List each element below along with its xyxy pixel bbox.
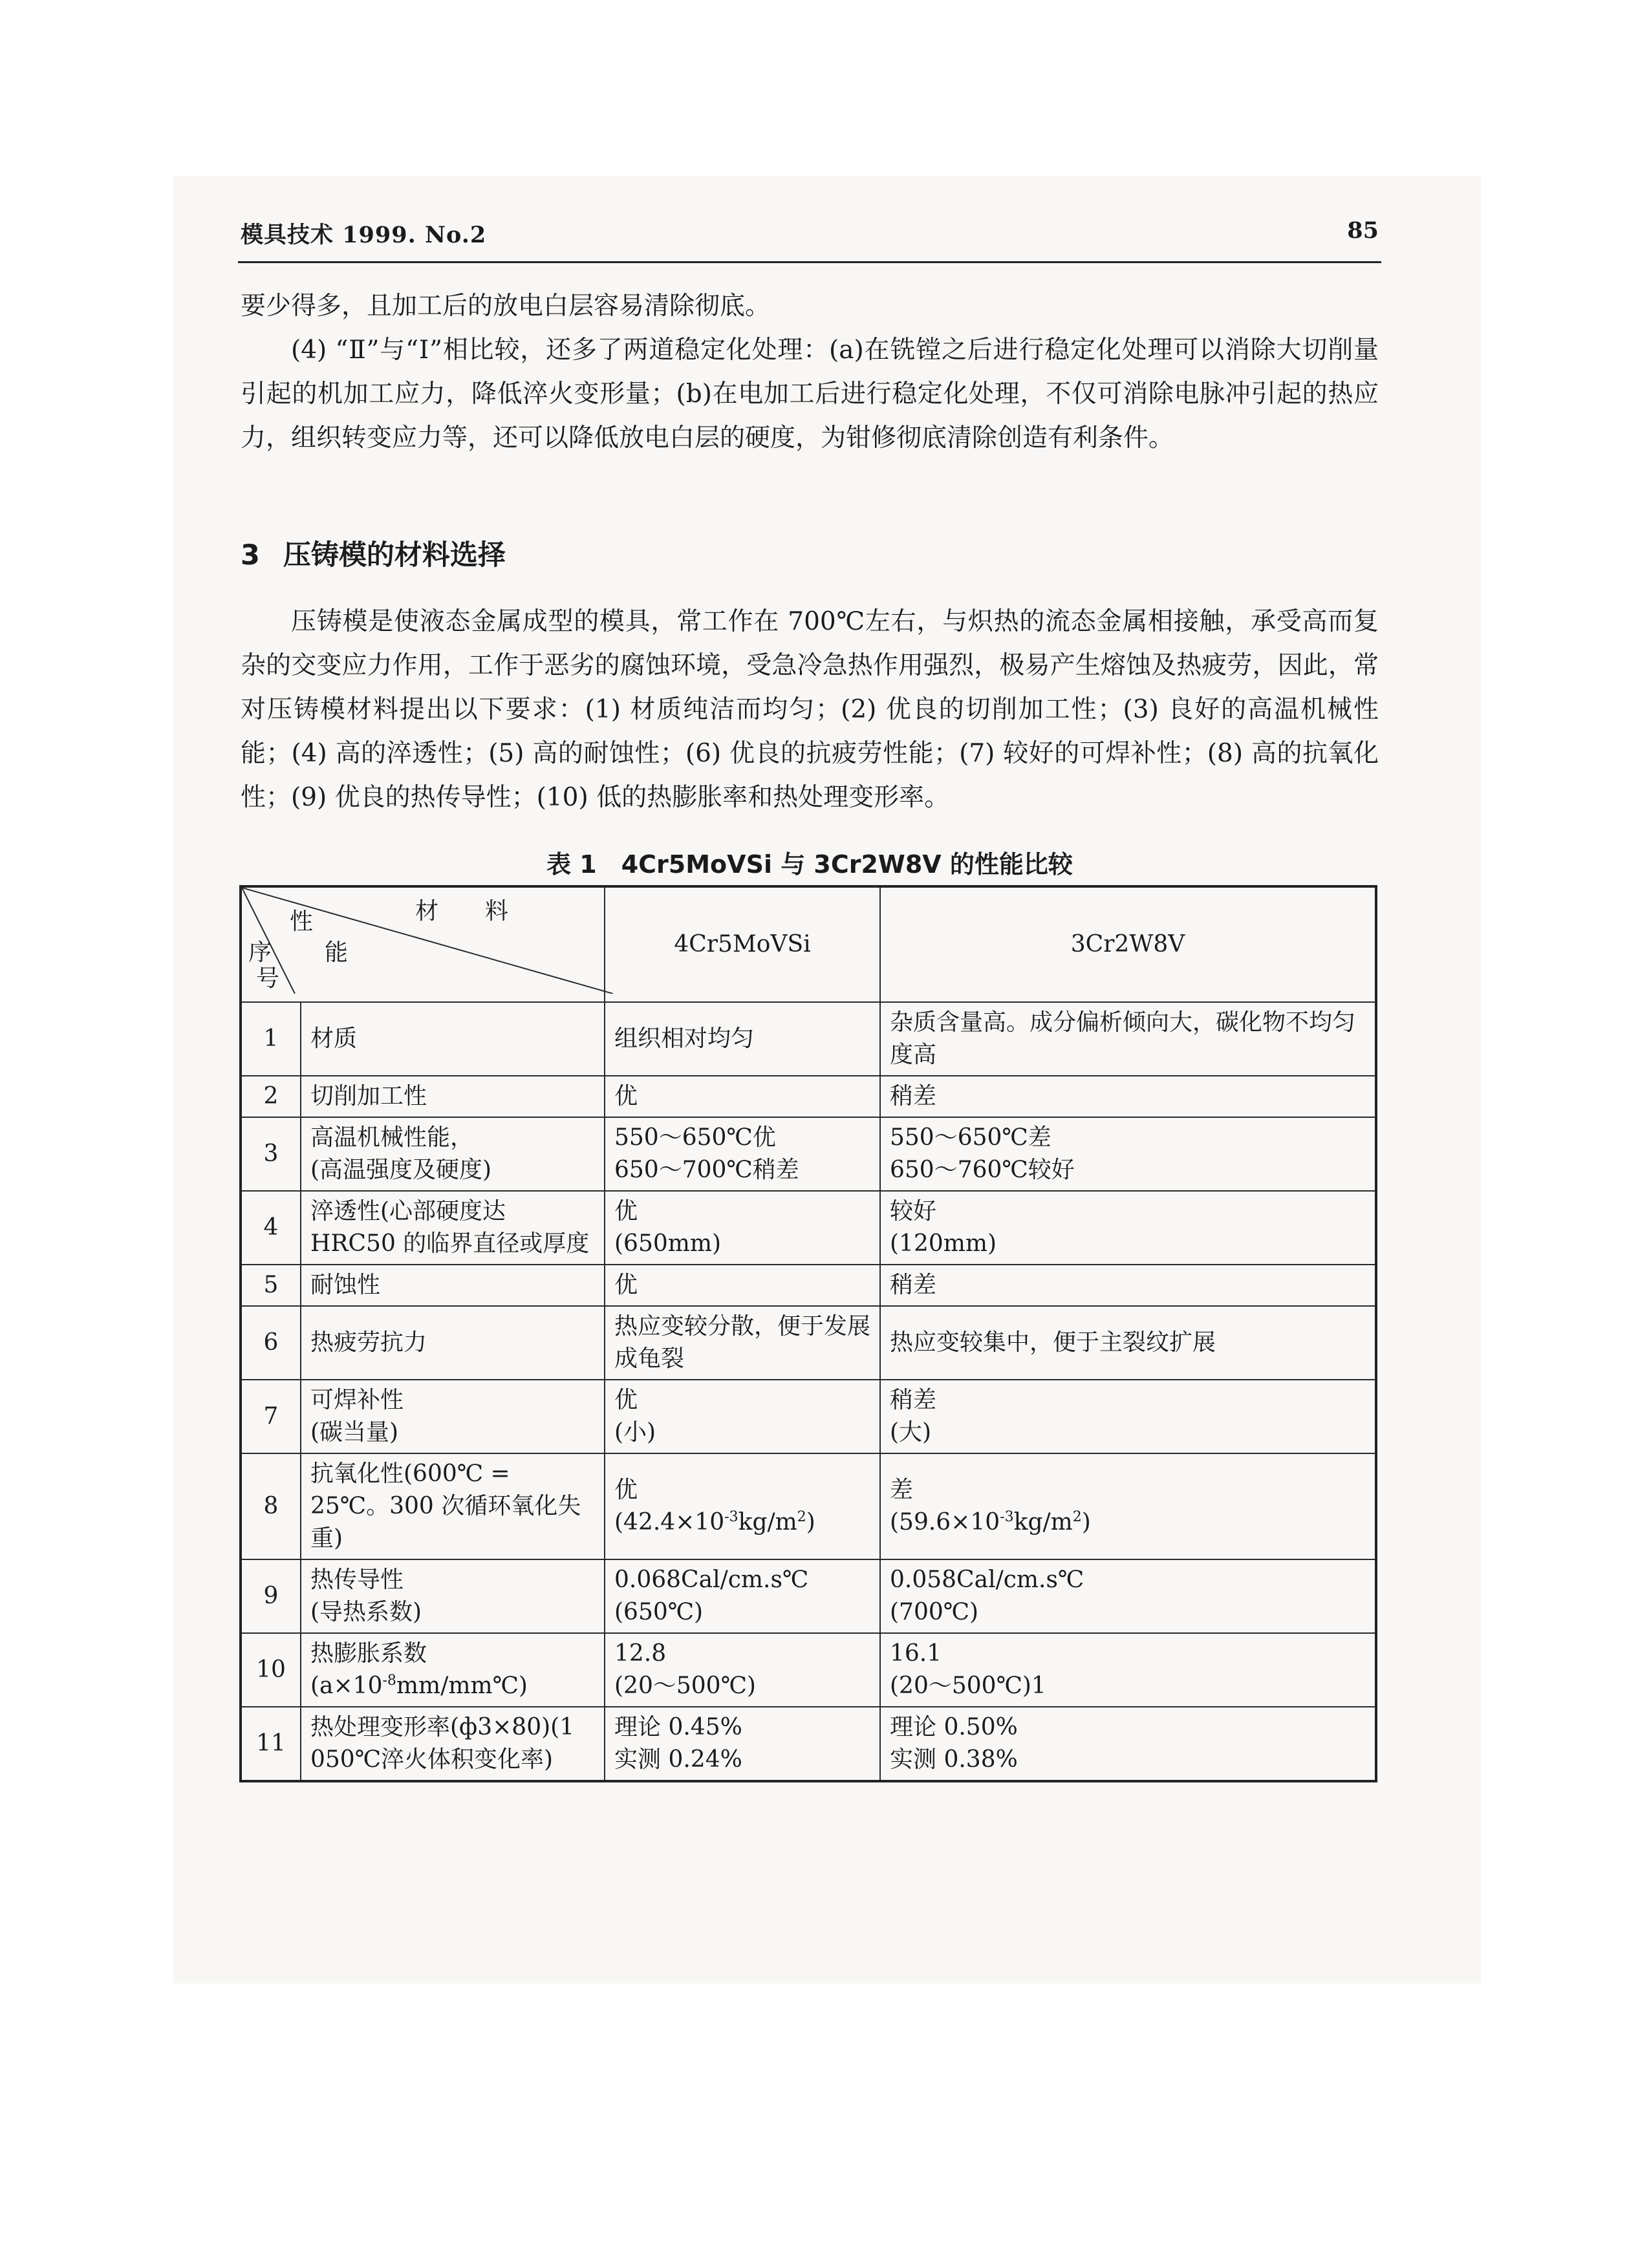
value-cell: 理论 0.50% 实测 0.38% — [880, 1707, 1376, 1781]
value-unit: kg/m — [738, 1509, 797, 1535]
table-row — [241, 1002, 1376, 1076]
row-index: 7 — [241, 1380, 301, 1453]
value-exponent: -3 — [724, 1509, 738, 1525]
value-cell: 热应变较分散，便于发展成龟裂 — [605, 1306, 880, 1380]
property-cell: 热处理变形率(ф3×80)(1 050℃淬火体积变化率) — [301, 1707, 605, 1781]
property-cell: 热传导性 (导热系数) — [301, 1559, 605, 1633]
value-text: (42.4×10 — [614, 1509, 725, 1535]
property-cell: 淬透性(心部硬度达 HRC50 的临界直径或厚度 — [301, 1191, 605, 1265]
running-header — [241, 217, 1379, 262]
paragraph: (4) “Ⅱ”与“Ⅰ”相比较，还多了两道稳定化处理：(a)在铣镗之后进行稳定化处理可以消除大切削量引起的机加工应力，降低淬火变形量；(b)在电加工后进行稳定化处理，不仅可消除电脉冲引起的热应力，组织转变应力等，还可以降低放电白层的硬度，为钳修彻底清除创造有利条件。 — [241, 336, 1379, 453]
value-cell: 优 (小) — [605, 1380, 880, 1453]
property-cell: 材质 — [301, 1002, 605, 1076]
column-header: 3Cr2W8V — [880, 886, 1376, 1002]
row-index: 4 — [241, 1191, 301, 1265]
paragraph: 要少得多，且加工后的放电白层容易清除彻底。 — [241, 292, 771, 321]
table-row — [241, 1076, 1376, 1117]
row-index: 3 — [241, 1117, 301, 1191]
value-cell: 16.1 (20～500℃)1 — [880, 1633, 1376, 1707]
intro-text — [241, 284, 1379, 460]
row-index: 11 — [241, 1707, 301, 1781]
property-cell: 热疲劳抗力 — [301, 1306, 605, 1380]
value-cell: 0.058Cal/cm.s℃ (700℃) — [880, 1559, 1376, 1633]
value-cell — [605, 1453, 880, 1559]
value-exponent: 2 — [797, 1509, 806, 1525]
row-index: 2 — [241, 1076, 301, 1117]
corner-label-index: 号 — [256, 965, 280, 992]
value-text: ) — [806, 1509, 815, 1535]
value-cell: 550～650℃差 650～760℃较好 — [880, 1117, 1376, 1191]
corner-header-cell — [241, 886, 605, 1002]
table-row — [241, 1707, 1376, 1781]
property-cell: 可焊补性 (碳当量) — [301, 1380, 605, 1453]
table-row — [241, 1453, 1376, 1559]
value-text: ) — [1081, 1509, 1091, 1535]
row-index: 9 — [241, 1559, 301, 1633]
journal-name: 模具技术 1999. No.2 — [241, 222, 487, 248]
property-cell: 切削加工性 — [301, 1076, 605, 1117]
property-cell — [301, 1633, 605, 1707]
value-cell: 杂质含量高。成分偏析倾向大，碳化物不均匀度高 — [880, 1002, 1376, 1076]
table-row — [241, 1265, 1376, 1306]
table-row — [241, 1633, 1376, 1707]
value-cell: 优 — [605, 1265, 880, 1306]
comparison-table — [239, 885, 1377, 1782]
value-cell: 理论 0.45% 实测 0.24% — [605, 1707, 880, 1781]
value-text: (59.6×10 — [890, 1509, 1000, 1535]
value-exponent: -3 — [1000, 1509, 1014, 1525]
page-number: 85 — [1347, 217, 1379, 244]
header-rule — [238, 261, 1381, 263]
value-cell: 热应变较集中，便于主裂纹扩展 — [880, 1306, 1376, 1380]
value-cell: 稍差 — [880, 1076, 1376, 1117]
table-row — [241, 1559, 1376, 1633]
row-index: 8 — [241, 1453, 301, 1559]
value-cell: 组织相对均匀 — [605, 1002, 880, 1076]
value-cell: 0.068Cal/cm.s℃ (650℃) — [605, 1559, 880, 1633]
property-cell: 高温机械性能， (高温强度及硬度) — [301, 1117, 605, 1191]
value-cell: 12.8 (20～500℃) — [605, 1633, 880, 1707]
value-cell: 较好 (120mm) — [880, 1191, 1376, 1265]
value-cell: 稍差 (大) — [880, 1380, 1376, 1453]
property-exponent: -8 — [382, 1673, 396, 1689]
corner-label-property: 性 — [290, 908, 314, 935]
corner-label-index: 序 — [248, 939, 272, 966]
paragraph: 压铸模是使液态金属成型的模具，常工作在 700℃左右，与炽热的流态金属相接触，承受高而复杂的交变应力作用，工作于恶劣的腐蚀环境，受急冷急热作用强烈，极易产生熔蚀及热疲劳，因此，常对压铸模材料提出以下要求：(1) 材质纯洁而均匀；(2) 优良的切削加工性；(3) 良好的高温机械性能；(4) 高的淬透性；(5) 高的耐蚀性；(6) 优良的抗疲劳性能；(7) 较好的可焊补性；(8) 高的抗氧化性；(9) 优良的热传导性；(10) 低的热膨胀率和热处理变形率。 — [241, 607, 1379, 812]
table-caption: 表 1 4Cr5MoVSi 与 3Cr2W8V 的性能比较 — [546, 850, 1073, 879]
row-index: 6 — [241, 1306, 301, 1380]
value-cell: 稍差 — [880, 1265, 1376, 1306]
table-row — [241, 1306, 1376, 1380]
value-exponent: 2 — [1072, 1509, 1082, 1525]
value-cell — [880, 1453, 1376, 1559]
table-row — [241, 1380, 1376, 1453]
corner-label-property: 能 — [325, 939, 349, 966]
table-header-row — [241, 886, 1376, 1002]
table-row — [241, 1117, 1376, 1191]
section-heading — [241, 533, 506, 573]
corner-label-material: 材 料 — [415, 898, 509, 925]
section-text — [241, 600, 1379, 820]
value-cell: 550～650℃优 650～700℃稍差 — [605, 1117, 880, 1191]
row-index: 10 — [241, 1633, 301, 1707]
value-cell: 优 — [605, 1076, 880, 1117]
property-text: 热膨胀系数 — [310, 1640, 427, 1667]
value-cell: 优 (650mm) — [605, 1191, 880, 1265]
property-text: mm/mm℃) — [396, 1673, 528, 1699]
value-rating: 差 — [890, 1477, 914, 1503]
value-unit: kg/m — [1013, 1509, 1073, 1535]
row-index: 5 — [241, 1265, 301, 1306]
table-row — [241, 1191, 1376, 1265]
property-text: (a×10 — [310, 1673, 383, 1699]
property-cell: 耐蚀性 — [301, 1265, 605, 1306]
column-header: 4Cr5MoVSi — [605, 886, 880, 1002]
value-rating: 优 — [614, 1477, 638, 1503]
property-cell: 抗氧化性(600℃ = 25℃。300 次循环氧化失重) — [301, 1453, 605, 1559]
row-index: 1 — [241, 1002, 301, 1076]
section-number: 3 — [241, 539, 260, 572]
section-title: 压铸模的材料选择 — [283, 539, 506, 572]
